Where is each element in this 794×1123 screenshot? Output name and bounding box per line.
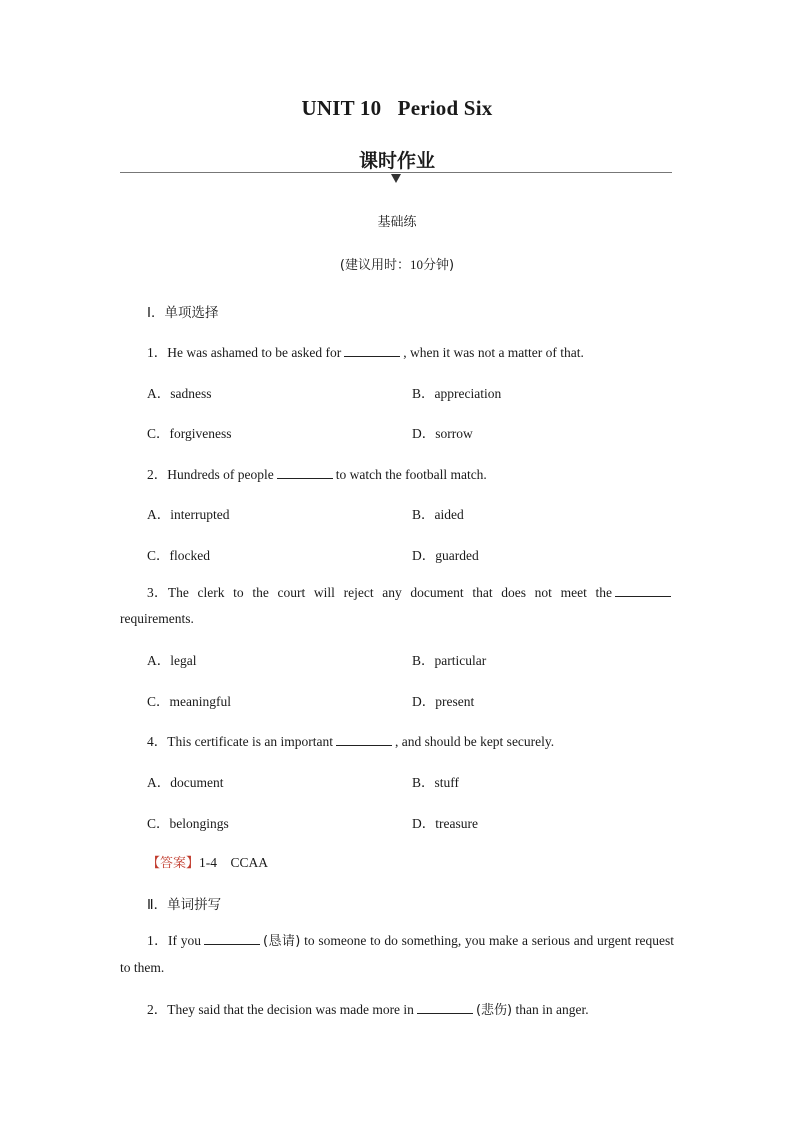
question-number: 2．	[147, 467, 168, 482]
option-c: C．meaningful	[147, 694, 231, 709]
option-b: B．aided	[412, 507, 464, 522]
page-subtitle: 课时作业	[358, 150, 435, 172]
option-d: D．present	[412, 694, 475, 709]
option-b: B．particular	[412, 653, 487, 668]
section1-heading: Ⅰ．单项选择	[147, 305, 219, 321]
spelling-question-2	[147, 998, 589, 1018]
option-b: B．stuff	[412, 775, 460, 790]
question-number: 1．	[147, 933, 169, 948]
time-value: 10	[410, 257, 423, 272]
question-stem-end: requirements.	[120, 611, 194, 626]
question-stem: He was ashamed to be asked for	[167, 345, 342, 360]
level-label: 基础练	[377, 215, 417, 230]
answer-label: 【答案】	[147, 856, 200, 871]
option-d: D．treasure	[412, 816, 478, 831]
question-2	[147, 463, 487, 483]
answer-blank	[336, 733, 392, 746]
time-prefix: (建议用时：	[339, 258, 410, 273]
option-c: C．flocked	[147, 548, 210, 563]
option-c: C．forgiveness	[147, 426, 232, 441]
option-a: A．legal	[147, 653, 197, 668]
spelling-question-1	[120, 928, 674, 981]
answer-blank	[417, 1001, 473, 1014]
option-a: A．interrupted	[147, 507, 230, 522]
option-b: B．appreciation	[412, 386, 502, 401]
question-stem-end: than in anger.	[515, 1002, 589, 1017]
word-hint: (悲伤)	[475, 1003, 513, 1018]
question-3	[120, 580, 674, 632]
option-a: A．document	[147, 775, 224, 790]
question-stem-end: to watch the football match.	[335, 467, 487, 482]
answer-blank	[615, 584, 671, 597]
question-stem: Hundreds of people	[167, 467, 274, 482]
question-1	[147, 341, 584, 361]
answer-key	[147, 852, 268, 871]
section2-heading: Ⅱ．单词拼写	[147, 897, 222, 913]
option-a: A．sadness	[147, 386, 212, 401]
answer-blank	[204, 932, 260, 945]
question-stem-end: , and should be kept securely.	[394, 734, 555, 749]
option-c: C．belongings	[147, 816, 229, 831]
answer-value: 1-4 CCAA	[199, 855, 269, 870]
question-stem: If you	[168, 933, 202, 948]
question-stem: They said that the decision was made more in	[167, 1002, 414, 1017]
word-hint: (恳请)	[263, 934, 301, 949]
option-d: D．guarded	[412, 548, 479, 563]
page-title: UNIT 10 Period Six	[301, 96, 493, 120]
question-stem: This certificate is an important	[167, 734, 333, 749]
question-number: 3．	[147, 585, 168, 600]
question-number: 1．	[147, 345, 168, 360]
option-d: D．sorrow	[412, 426, 473, 441]
question-number: 4．	[147, 734, 168, 749]
question-stem: The clerk to the court will reject any document that does not meet the	[167, 585, 613, 600]
question-stem-end: to someone to do something, you make a serious and urgent request to them.	[120, 933, 674, 975]
question-stem-end: , when it was not a matter of that.	[403, 345, 584, 360]
header-divider	[120, 172, 672, 173]
question-4	[147, 730, 554, 750]
triangle-down-icon	[391, 174, 401, 183]
answer-blank	[344, 344, 400, 357]
suggested-time	[0, 254, 794, 273]
answer-blank	[277, 466, 333, 479]
time-suffix: 分钟)	[423, 258, 455, 273]
question-number: 2．	[147, 1002, 168, 1017]
